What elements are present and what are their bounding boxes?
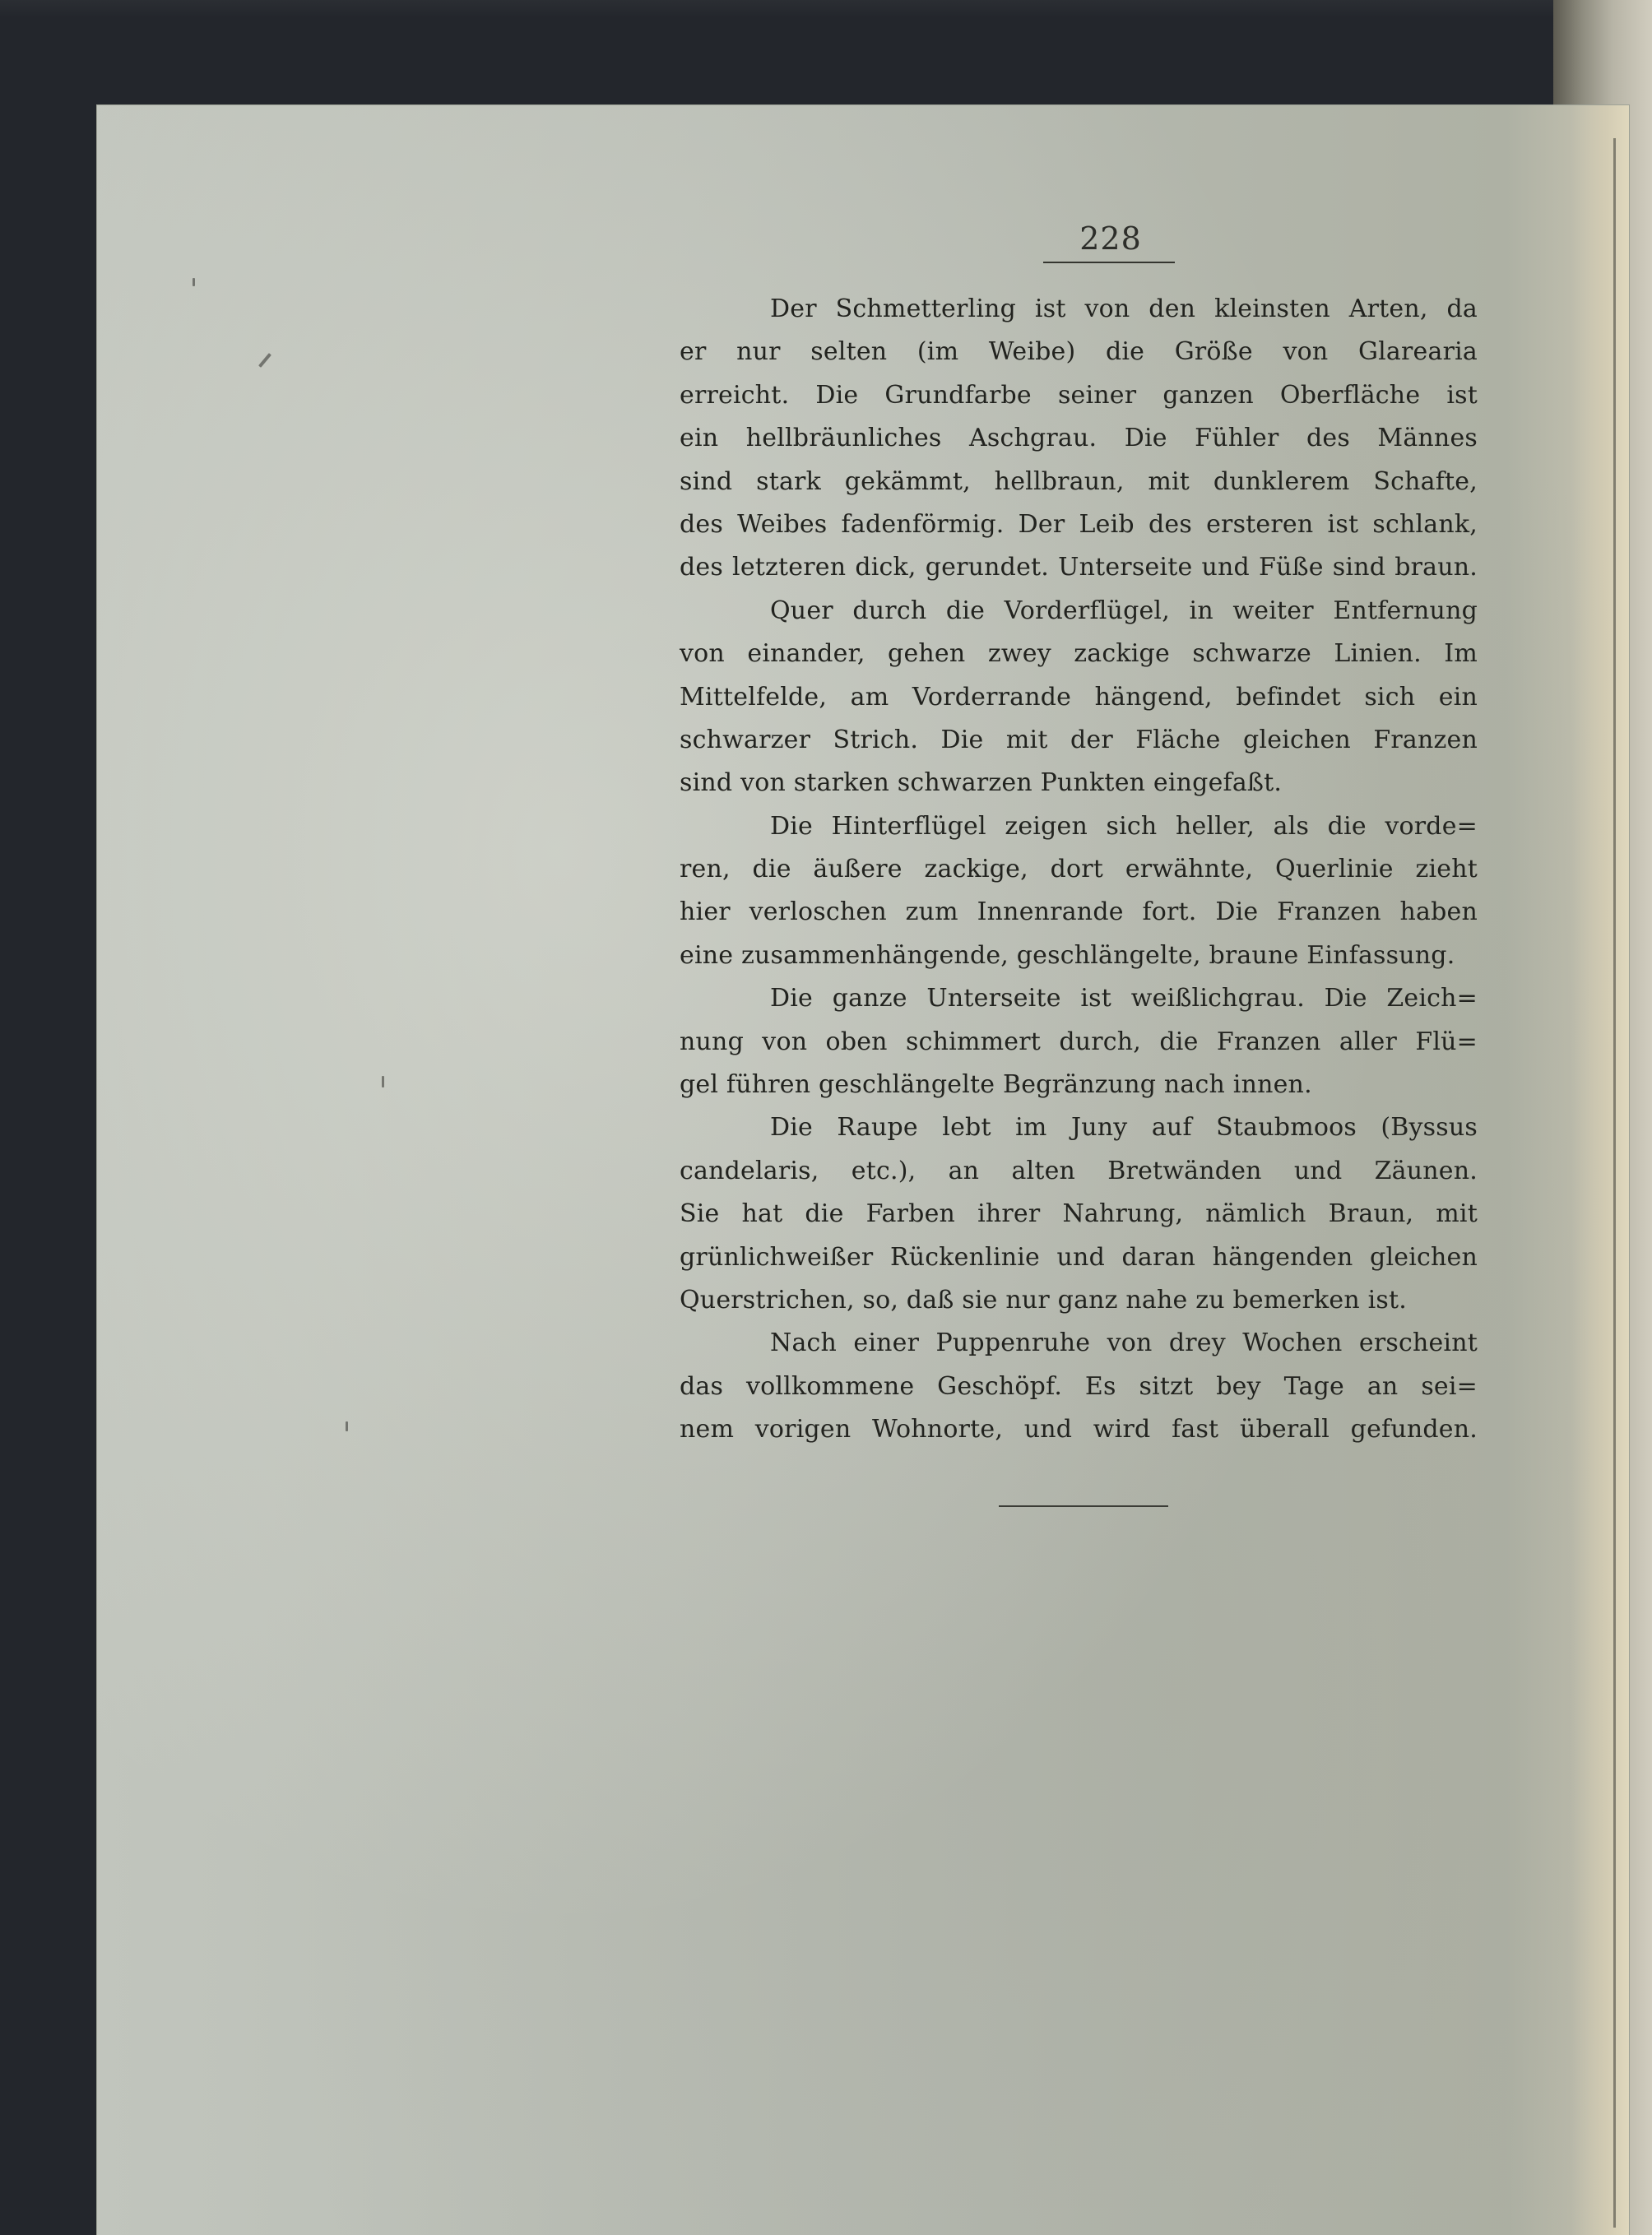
page-fold-line (1613, 138, 1616, 2228)
paper-speck (382, 1076, 384, 1087)
text-line: ein hellbräunliches Aschgrau. Die Fühler des Männes (680, 424, 1478, 453)
text-line: sind von starken schwarzen Punkten eingefaßt. (680, 768, 1283, 798)
page-number: 228 (1079, 220, 1142, 257)
text-line: gel führen geschlängelte Begränzung nach innen. (680, 1070, 1312, 1100)
text-line: Querstrichen, so, daß sie nur ganz nahe zu bemerken ist. (680, 1285, 1407, 1315)
page-curl-shading (1571, 105, 1629, 2235)
text-line: Die ganze Unterseite ist weißlichgrau. Die Zeich= (770, 984, 1478, 1013)
text-line: Sie hat die Farben ihrer Nahrung, nämlich Braun, mit (680, 1199, 1478, 1229)
text-line: ren, die äußere zackige, dort erwähnte, Querlinie zieht (680, 855, 1478, 884)
text-line: grünlichweißer Rückenlinie und daran hängenden gleichen (680, 1242, 1478, 1272)
paragraph (680, 977, 1478, 1106)
text-line: das vollkommene Geschöpf. Es sitzt bey Tage an sei= (680, 1371, 1478, 1401)
text-line: Die Hinterflügel zeigen sich heller, als die vorde= (770, 811, 1478, 841)
paragraph (680, 590, 1478, 805)
paragraph (680, 1322, 1478, 1451)
text-line: erreicht. Die Grundfarbe seiner ganzen Oberfläche ist (680, 380, 1478, 410)
paper-speck (346, 1421, 348, 1431)
text-line: des Weibes fadenförmig. Der Leib des ersteren ist schlank, (680, 509, 1478, 539)
text-line: hier verloschen zum Innenrande fort. Die Franzen haben (680, 897, 1478, 927)
paragraph (680, 1106, 1478, 1322)
paper-speck (193, 278, 195, 286)
page-number-rule (1043, 262, 1175, 263)
end-rule (999, 1505, 1168, 1507)
text-line: eine zusammenhängende, geschlängelte, braune Einfassung. (680, 940, 1455, 970)
text-line: nung von oben schimmert durch, die Franzen aller Flü= (680, 1027, 1478, 1056)
text-line: er nur selten (im Weibe) die Größe von Glarearia (680, 337, 1478, 367)
text-line: Quer durch die Vorderflügel, in weiter Entfernung (770, 596, 1478, 625)
body-text (680, 288, 1478, 1452)
text-line: Die Raupe lebt im Juny auf Staubmoos (Byssus (770, 1113, 1478, 1143)
paragraph (680, 805, 1478, 978)
text-line: Nach einer Puppenruhe von drey Wochen erscheint (770, 1328, 1478, 1358)
paragraph (680, 288, 1478, 590)
paper-speck (258, 353, 271, 368)
scanner-bed-edge (0, 0, 1652, 18)
text-line: schwarzer Strich. Die mit der Fläche gleichen Franzen (680, 725, 1478, 754)
text-line: nem vorigen Wohnorte, und wird fast überall gefunden. (680, 1415, 1478, 1444)
text-line: Der Schmetterling ist von den kleinsten Arten, da (770, 294, 1478, 323)
text-line: candelaris, etc.), an alten Bretwänden und Zäunen. (680, 1156, 1478, 1185)
text-line: von einander, gehen zwey zackige schwarze Linien. Im (680, 639, 1478, 669)
text-line: des letzteren dick, gerundet. Unterseite und Füße sind braun. (680, 553, 1478, 582)
text-line: sind stark gekämmt, hellbraun, mit dunklerem Schafte, (680, 466, 1478, 496)
text-line: Mittelfelde, am Vorderrande hängend, befindet sich ein (680, 682, 1478, 712)
